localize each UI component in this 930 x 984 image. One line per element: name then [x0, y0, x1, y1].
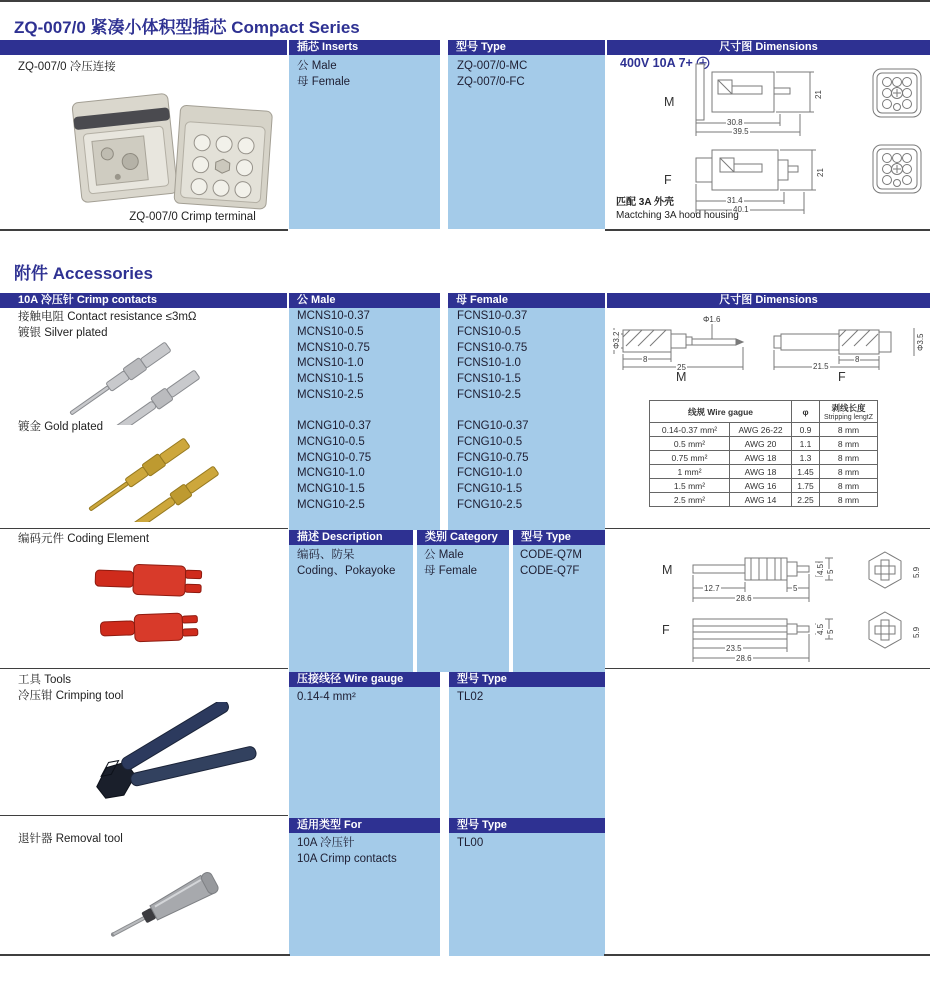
pin-f-label: F: [838, 370, 846, 384]
wire-table-cell: 1.1: [792, 437, 820, 451]
dim-label: 28.6: [736, 594, 752, 603]
list-item: MCNS10-1.0: [297, 357, 364, 370]
phi-col-header: φ: [792, 401, 820, 423]
wire-table-cell: AWG 18: [730, 451, 792, 465]
coding-m-label: M: [662, 563, 673, 577]
list-item: FCNS10-1.5: [457, 373, 521, 386]
dim-label: Φ1.6: [703, 315, 721, 324]
dim-label: 5.9: [912, 566, 921, 578]
coding-header-category: 类别 Category: [417, 530, 509, 545]
wire-table-cell: 8 mm: [820, 423, 878, 437]
crimping-tool-photo: [78, 702, 273, 802]
dim-label: 5: [793, 584, 798, 593]
inserts-header-dimensions: 尺寸图 Dimensions: [607, 40, 930, 55]
top-rule: [0, 0, 930, 2]
male-gold-list: [297, 419, 371, 514]
contacts-header: 10A 冷压针 Crimp contacts: [0, 293, 287, 308]
wire-table-cell: 0.75 mm²: [650, 451, 730, 465]
contacts-header-female: 母 Female: [448, 293, 605, 308]
dim-label: 4.5: [816, 623, 825, 635]
wire-table-row: [650, 465, 878, 479]
wire-table-row: [650, 423, 878, 437]
removal-type-value: TL00: [457, 837, 484, 849]
f-label: F: [664, 173, 672, 187]
list-item: MCNG10-1.0: [297, 467, 365, 480]
insert-f-front-view: [870, 142, 924, 196]
accessories-title: 附件 Accessories: [14, 264, 153, 283]
wire-table-row: [650, 493, 878, 507]
coding-m-drawing: [640, 546, 925, 604]
tools-header-type: 型号 Type: [449, 672, 605, 687]
female-silver-list: [457, 309, 527, 404]
removal-for-zh: 10A 冷压针: [297, 837, 355, 849]
removal-header-type: 型号 Type: [449, 818, 605, 833]
bottom-rule: [0, 954, 290, 956]
insert-f-drawing: [640, 138, 930, 218]
separator: [0, 229, 288, 231]
pin-f-side-view: [768, 314, 930, 372]
list-item: MCNG10-0.37: [297, 420, 372, 432]
wire-table-cell: AWG 14: [730, 493, 792, 507]
list-item: FCNS10-2.5: [457, 388, 521, 401]
coding-desc-zh: 编码、防呆: [297, 549, 355, 561]
tools-header-wire: 压接线径 Wire gauge: [289, 672, 440, 687]
removal-for-en: 10A Crimp contacts: [297, 853, 397, 865]
list-item: MCNS10-2.5: [297, 388, 364, 401]
list-item: MCNS10-0.75: [297, 341, 370, 354]
wire-table-body: [650, 423, 878, 507]
insert-m-drawing: [640, 60, 930, 136]
wire-table-cell: 1.75: [792, 479, 820, 493]
dim-label: 30.8: [727, 118, 743, 127]
wire-table-cell: 0.9: [792, 423, 820, 437]
wire-table-row: [650, 437, 878, 451]
dim-label: 40.1: [733, 205, 749, 214]
wire-table-cell: 8 mm: [820, 437, 878, 451]
wire-table-cell: 8 mm: [820, 451, 878, 465]
female-connector-block: [174, 105, 273, 209]
list-item: FCNG10-0.75: [457, 451, 529, 464]
contact-resistance: 接触电阻 Contact resistance ≤3mΩ: [18, 311, 197, 323]
connector-photo: [55, 70, 280, 210]
wire-table-cell: 1 mm²: [650, 465, 730, 479]
m-label: M: [664, 95, 675, 109]
photo-caption: ZQ-007/0 Crimp terminal: [129, 211, 256, 223]
separator: [0, 668, 288, 669]
pin-f-drawing: [768, 314, 930, 384]
wire-table-row: [650, 479, 878, 493]
list-item: FCNG10-1.5: [457, 483, 523, 496]
removal-tool-photo: [88, 864, 243, 954]
list-item: MCNS10-1.5: [297, 373, 364, 386]
coding-type-female: CODE-Q7F: [520, 565, 580, 577]
wire-table-row: [650, 451, 878, 465]
crimping-tool-label: 冷压钳 Crimping tool: [18, 690, 124, 702]
wire-table-header-row: [650, 401, 878, 423]
wire-gauge-table: [649, 400, 878, 507]
wire-table-cell: 0.14-0.37 mm²: [650, 423, 730, 437]
dim-label: 5.9: [912, 626, 921, 638]
page-title: ZQ-007/0 紧凑小体积型插芯 Compact Series: [14, 18, 360, 37]
male-connector-block: [72, 93, 178, 202]
list-item: MCNG10-0.75: [297, 451, 372, 464]
dim-label: Φ3.5: [916, 333, 925, 351]
separator: [605, 668, 930, 669]
crimping-wire-value: 0.14-4 mm²: [297, 691, 356, 703]
list-item: FCNS10-1.0: [457, 357, 521, 370]
dim-label: Φ3.2: [612, 331, 621, 349]
wire-table-cell: AWG 20: [730, 437, 792, 451]
separator: [605, 528, 930, 529]
list-item: MCNG10-2.5: [297, 498, 365, 511]
wire-gauge-col-header: 线规 Wire gague: [650, 401, 792, 423]
list-item: MCNG10-0.5: [297, 435, 365, 448]
dim-label: 12.7: [704, 584, 720, 593]
separator: [0, 528, 288, 529]
product-label: ZQ-007/0 冷压连接: [18, 61, 116, 73]
dim-label: 8: [643, 355, 648, 364]
dim-label: 31.4: [727, 196, 743, 205]
inserts-type-female: ZQ-007/0-FC: [457, 76, 525, 88]
wire-table-cell: AWG 26-22: [730, 423, 792, 437]
inserts-type-male: ZQ-007/0-MC: [457, 60, 528, 72]
wire-table-cell: 0.5 mm²: [650, 437, 730, 451]
silver-plated-label: 镀银 Silver plated: [18, 327, 108, 339]
list-item: MCNG10-1.5: [297, 483, 365, 496]
wire-table-cell: 2.5 mm²: [650, 493, 730, 507]
removal-header-for: 适用类型 For: [289, 818, 440, 833]
gold-plated-label: 镀金 Gold plated: [18, 421, 104, 433]
coding-header-description: 描述 Description: [289, 530, 413, 545]
coding-m-end-view: [862, 548, 908, 594]
pin-m-label: M: [676, 370, 687, 384]
list-item: FCNG10-0.37: [457, 420, 529, 432]
wire-table-cell: AWG 16: [730, 479, 792, 493]
silver-contacts-photo: [45, 330, 235, 425]
list-item: FCNG10-2.5: [457, 498, 523, 511]
wire-table-cell: 2.25: [792, 493, 820, 507]
dim-label: 5: [826, 629, 835, 634]
dim-label: 28.6: [736, 654, 752, 663]
hood-note-zh: 匹配 3A 外壳: [616, 197, 674, 208]
pin-m-side-view: [612, 314, 772, 372]
coding-f-label: F: [662, 623, 670, 637]
wire-table-cell: 8 mm: [820, 493, 878, 507]
removal-tool-label: 退针器 Removal tool: [18, 833, 123, 845]
coding-type-male: CODE-Q7M: [520, 549, 582, 561]
list-item: FCNG10-1.0: [457, 467, 523, 480]
wire-table-cell: 8 mm: [820, 479, 878, 493]
wire-table-cell: 8 mm: [820, 465, 878, 479]
strip-col-header: [820, 401, 878, 423]
coding-cat-female: 母 Female: [424, 565, 478, 577]
female-gold-list: [457, 419, 529, 514]
dim-label: 8: [855, 355, 860, 364]
gold-contacts-photo: [62, 424, 252, 522]
list-item: FCNS10-0.75: [457, 341, 528, 354]
separator: [605, 229, 930, 231]
coding-element-label: 编码元件 Coding Element: [18, 533, 150, 545]
rating-text: 400V 10A 7+: [620, 56, 693, 70]
contacts-header-male: 公 Male: [289, 293, 440, 308]
hood-note-en: Mactching 3A hood housing: [616, 210, 739, 221]
inserts-header-type: 型号 Type: [448, 40, 605, 55]
list-item: MCNS10-0.5: [297, 325, 364, 338]
dim-label: 39.5: [733, 127, 749, 136]
coding-header-type: 型号 Type: [513, 530, 605, 545]
list-item: FCNS10-0.37: [457, 310, 528, 322]
wire-table-cell: 1.45: [792, 465, 820, 479]
dim-label: 5: [826, 569, 835, 574]
pin-m-drawing: [612, 314, 772, 384]
inserts-header-inserts: 插芯 Inserts: [289, 40, 440, 55]
insert-m-front-view: [870, 66, 924, 120]
wire-table-cell: 1.3: [792, 451, 820, 465]
coding-cat-male: 公 Male: [424, 549, 464, 561]
inserts-female: 母 Female: [297, 76, 351, 88]
bottom-rule: [604, 954, 930, 956]
wire-table-cell: AWG 18: [730, 465, 792, 479]
coding-desc-en: Coding、Pokayoke: [297, 565, 396, 577]
list-item: FCNG10-0.5: [457, 435, 523, 448]
coding-f-end-view: [862, 608, 908, 654]
dim-label: 21: [816, 168, 825, 177]
dim-label: 21.5: [813, 362, 829, 371]
male-silver-list: [297, 309, 370, 404]
list-item: MCNS10-0.37: [297, 310, 370, 322]
crimping-type-value: TL02: [457, 691, 484, 703]
dim-label: 4.5: [816, 563, 825, 575]
coding-f-drawing: [640, 606, 925, 664]
dim-label: 25: [677, 363, 686, 372]
strip-header-en: Stripping lengtZ: [823, 414, 874, 421]
wire-table-cell: 1.5 mm²: [650, 479, 730, 493]
coding-element-photo: [88, 550, 233, 658]
separator: [0, 815, 288, 816]
strip-header-zh: 剥线长度: [831, 403, 866, 413]
dim-label: 23.5: [726, 644, 742, 653]
list-item: FCNS10-0.5: [457, 325, 521, 338]
contacts-header-dimensions: 尺寸图 Dimensions: [607, 293, 930, 308]
inserts-header-spacer: [0, 40, 287, 55]
tools-header: 工具 Tools: [18, 674, 72, 686]
inserts-male: 公 Male: [297, 60, 337, 72]
dim-label: 21: [814, 90, 823, 99]
